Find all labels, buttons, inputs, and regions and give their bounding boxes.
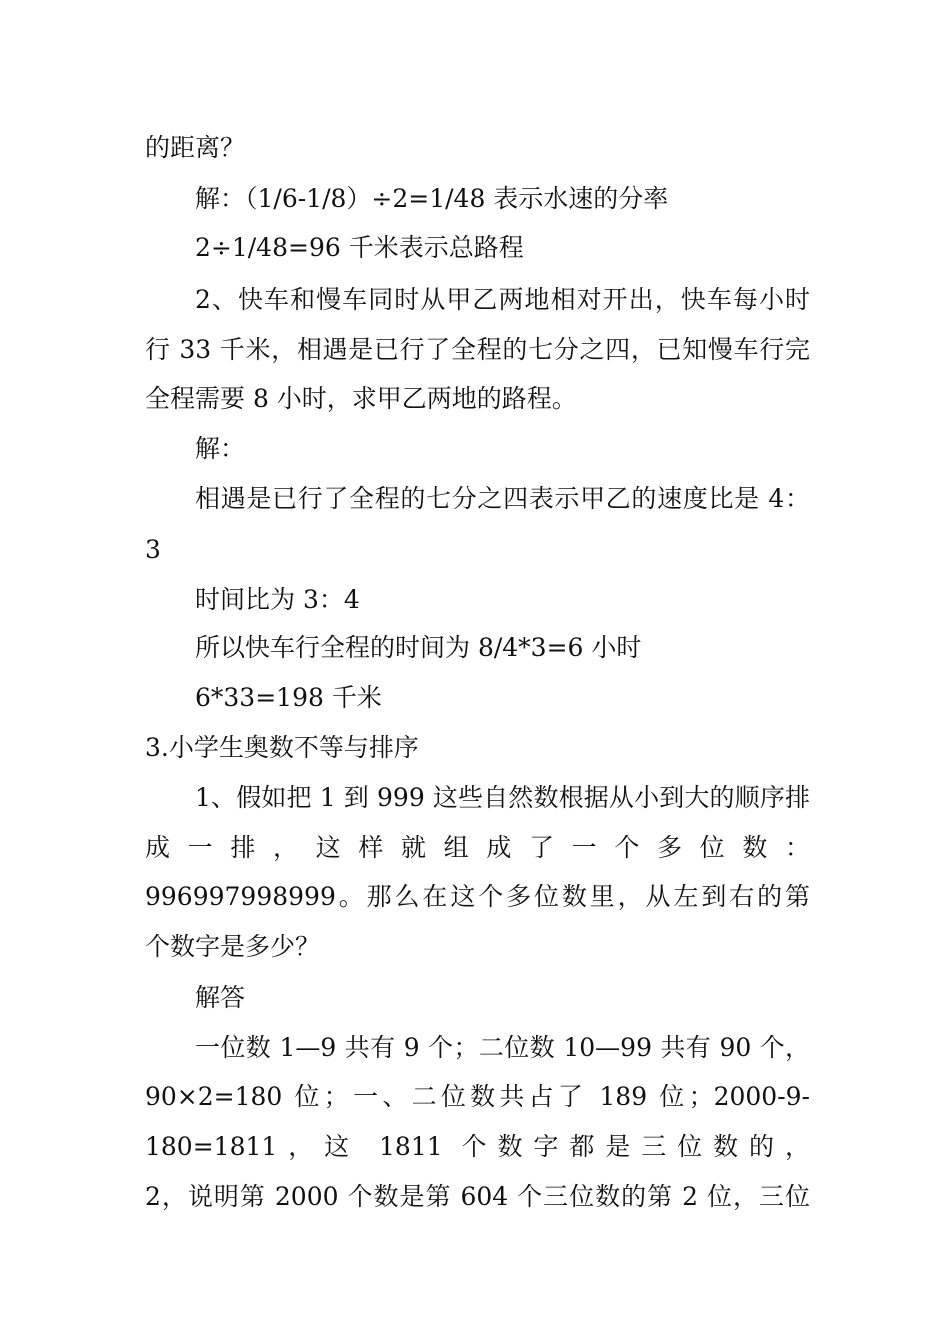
problem-line: 行 33 千米，相遇是已行了全程的七分之四，已知慢车行完	[145, 335, 810, 364]
solution-line: 3	[145, 535, 161, 564]
section-heading: 3.小学生奥数不等与排序	[145, 733, 419, 762]
solution-label: 解：	[195, 434, 246, 463]
solution-line: 解：（1/6-1/8）÷2=1/48 表示水速的分率	[195, 184, 669, 213]
solution-line: 所以快车行全程的时间为 8/4*3=6 小时	[195, 633, 642, 662]
solution-line: 6*33=198 千米	[195, 683, 382, 712]
solution-line: 2÷1/48=96 千米表示总路程	[195, 233, 524, 262]
solution-label: 解答	[195, 983, 246, 1012]
solution-line: 90×2=180 位；一、二位数共占了 189 位；2000-9-	[145, 1082, 810, 1111]
problem-line: 996997998999。那么在这个多位数里，从左到右的第	[145, 882, 810, 911]
solution-line: 一位数 1—9 共有 9 个；二位数 10—99 共有 90 个，	[195, 1033, 810, 1062]
solution-line: 时间比为 3：4	[195, 585, 360, 614]
solution-line: 相遇是已行了全程的七分之四表示甲乙的速度比是 4：	[195, 484, 810, 513]
problem-line: 全程需要 8 小时，求甲乙两地的路程。	[145, 384, 577, 413]
problem-line: 成一排，这样就组成了一个多位数：	[145, 833, 810, 862]
problem-line: 个数字是多少？	[145, 932, 321, 961]
solution-line: 180=1811，这 1811 个数字都是三位数的，	[145, 1132, 810, 1161]
paragraph-line: 的距离？	[145, 133, 246, 162]
problem-line: 2、快车和慢车同时从甲乙两地相对开出，快车每小时	[195, 285, 810, 314]
solution-line: 2，说明第 2000 个数是第 604 个三位数的第 2 位，三位	[145, 1182, 810, 1211]
problem-line: 1、假如把 1 到 999 这些自然数根据从小到大的顺序排	[195, 783, 810, 812]
